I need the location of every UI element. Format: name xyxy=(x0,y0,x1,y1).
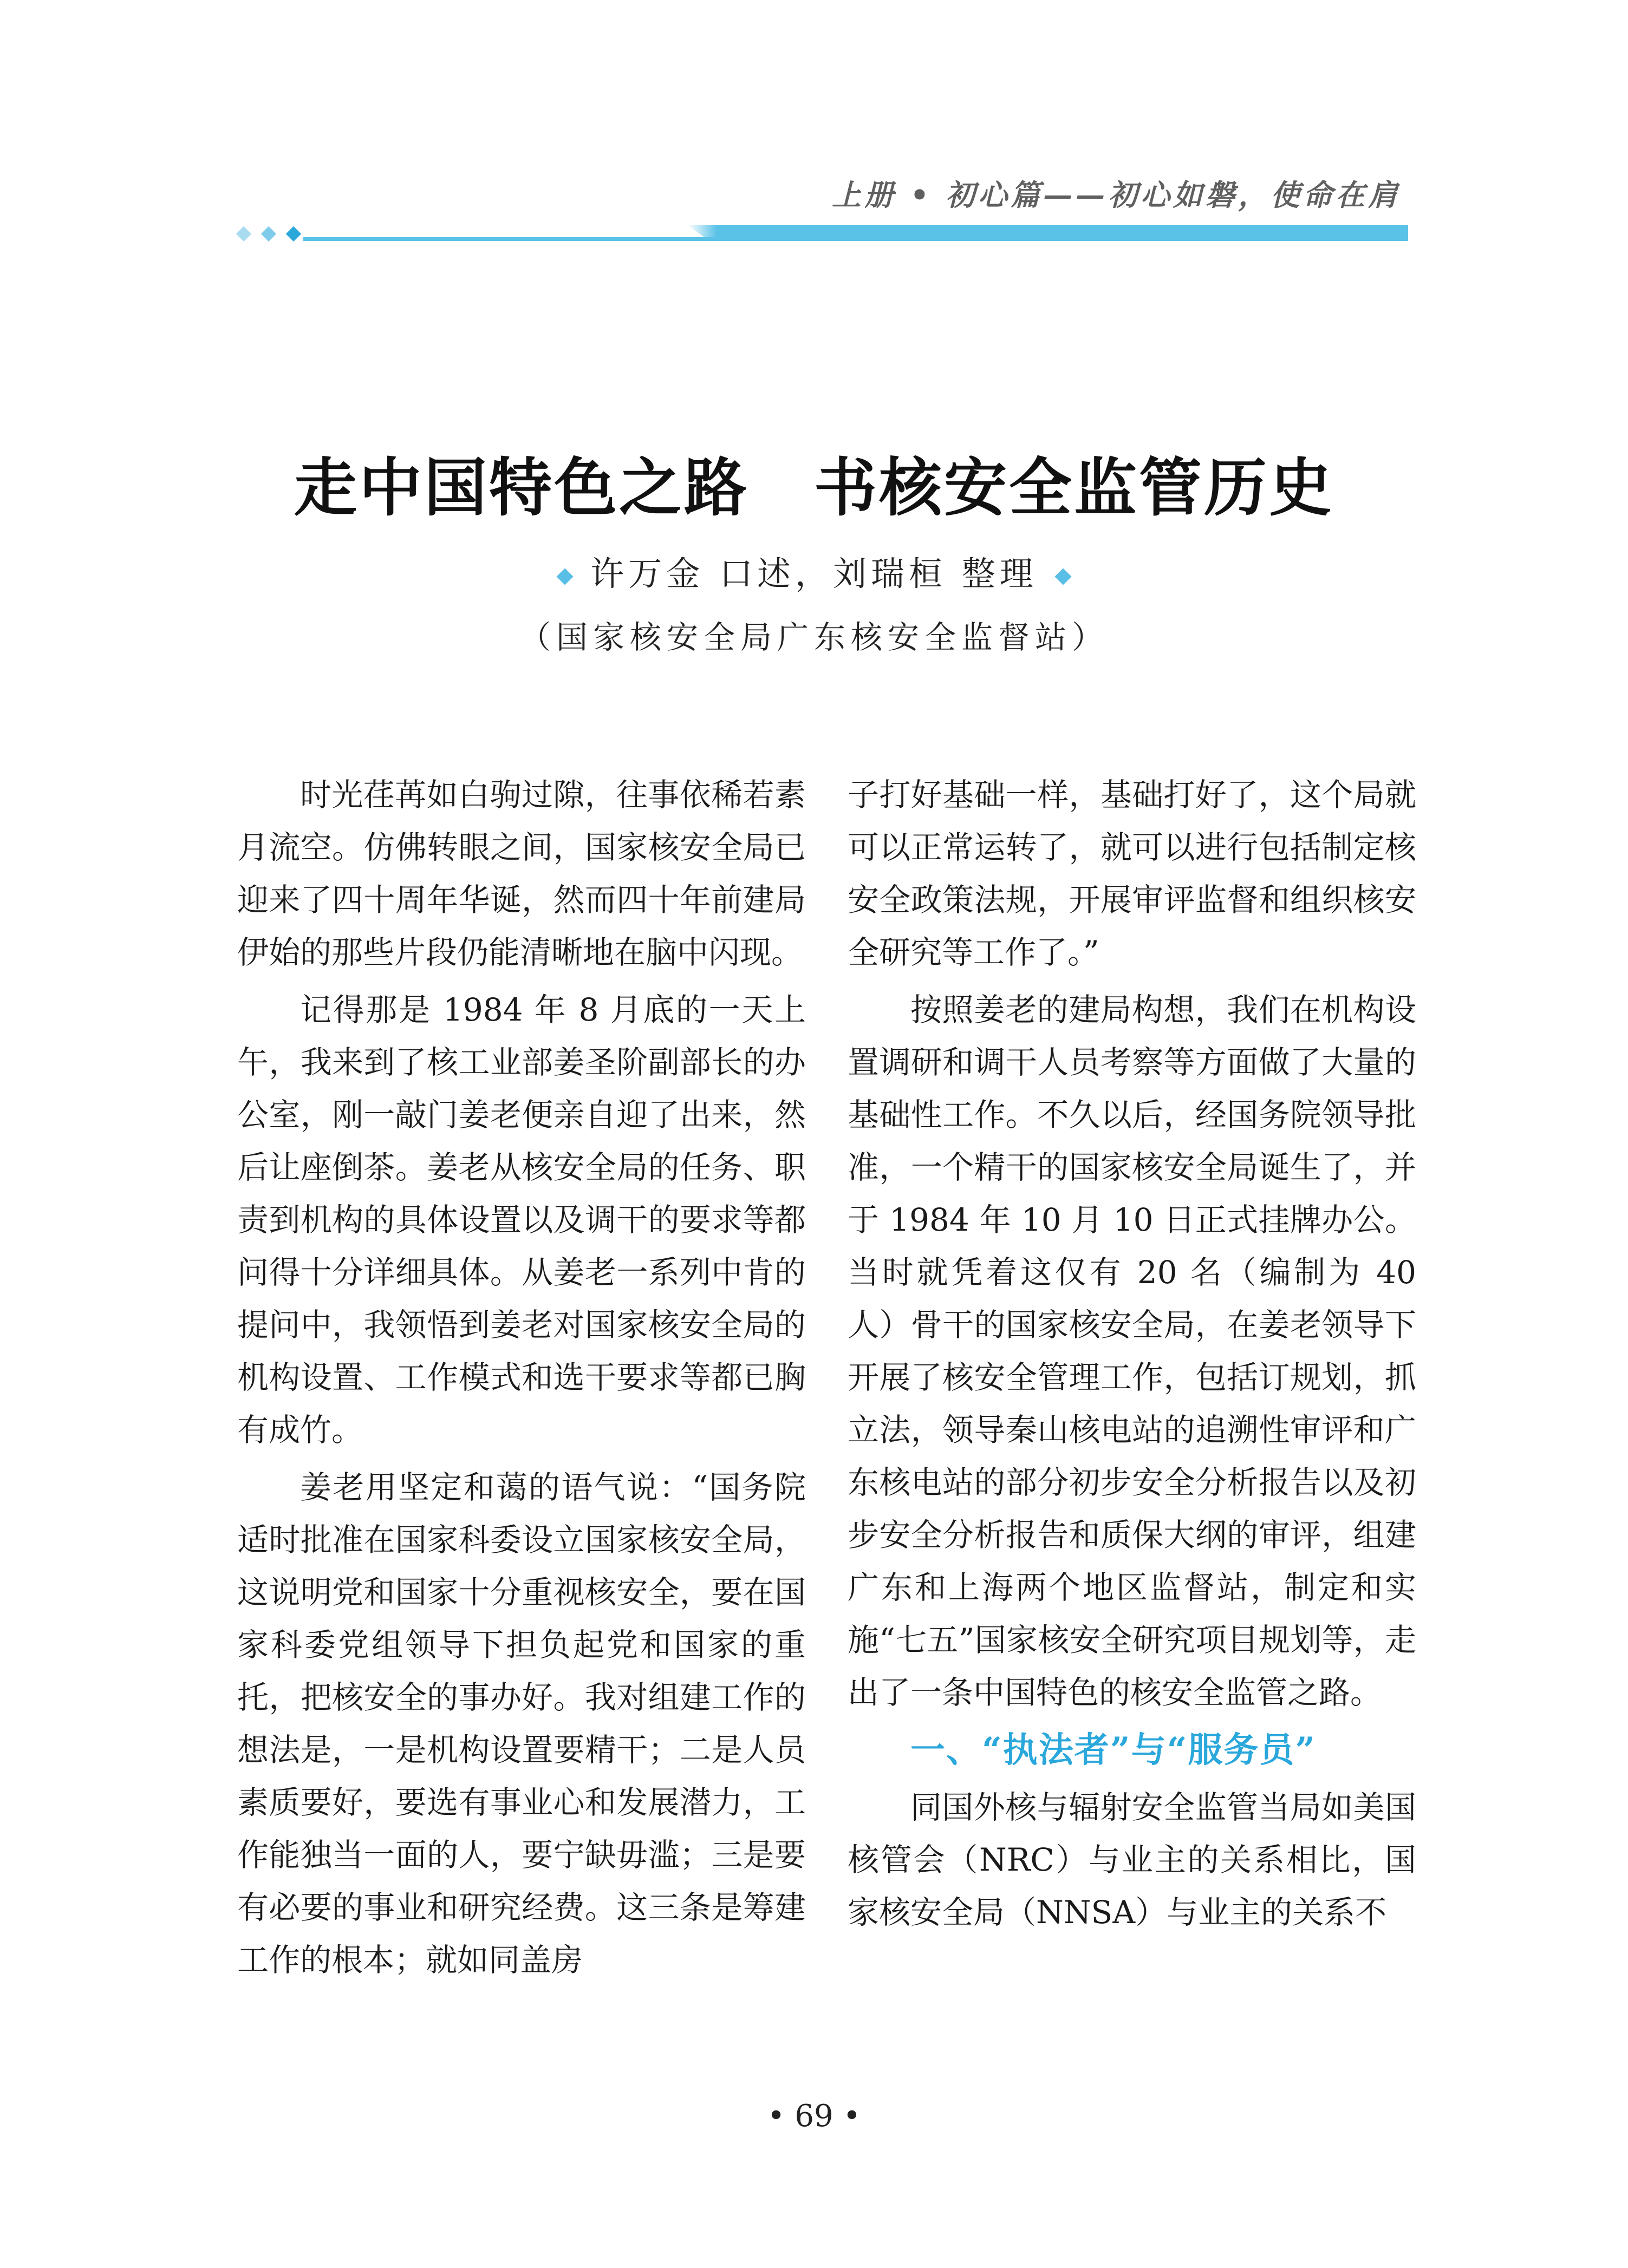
right-column xyxy=(848,769,1416,1939)
header-rule xyxy=(238,221,1408,245)
diamond-bullet-icon xyxy=(286,226,301,241)
paragraph: 同国外核与辐射安全监管当局如美国核管会（NRC）与业主的关系相比，国家核安全局（NNSA）与业主的关系不 xyxy=(848,1789,1416,1931)
diamond-bullet-icon xyxy=(236,226,251,241)
byline-text: 许万金 口述，刘瑞桓 整理 xyxy=(590,554,1038,593)
diamond-bullet-icon xyxy=(261,226,276,241)
paragraph-continuation: 子打好基础一样，基础打好了，这个局就可以正常运转了，就可以进行包括制定核安全政策法规，开展审评监督和组织核安全研究等工作了。” xyxy=(848,776,1416,971)
paragraph: 时光荏苒如白驹过隙，往事依稀若素月流空。仿佛转眼之间，国家核安全局已迎来了四十周年华诞，然而四十年前建局伊始的那些片段仍能清晰地在脑中闪现。 xyxy=(237,776,806,971)
page-number: • 69 • xyxy=(767,2099,861,2134)
diamond-bullet-icon xyxy=(1054,568,1071,585)
running-header: 上册 • 初心篇——初心如磐，使命在肩 xyxy=(831,178,1401,212)
paragraph: 姜老用坚定和蔼的语气说：“国务院适时批准在国家科委设立国家核安全局，这说明党和国家十分重视核安全，要在国家科委党组领导下担负起党和国家的重托，把核安全的事办好。我对组建工作的想法是，一是机构设置要精干；二是人员素质要好，要选有事业心和发展潜力，工作能独当一面的人，要宁缺毋滥；三是要有必要的事业和研究经费。这三条是筹建工作的根本；就如同盖房 xyxy=(237,1469,806,1978)
author-affiliation: （国家核安全局广东核安全监督站） xyxy=(519,619,1109,656)
left-column xyxy=(237,769,806,1986)
header-rule-bar xyxy=(688,225,1408,241)
diamond-bullet-icon xyxy=(557,568,574,585)
article-byline xyxy=(0,547,1628,595)
section-heading: 一、“执法者”与“服务员” xyxy=(910,1730,1317,1770)
article-title: 走中国特色之路 书核安全监管历史 xyxy=(294,450,1334,525)
paragraph: 按照姜老的建局构想，我们在机构设置调研和调干人员考察等方面做了大量的基础性工作。不久以后，经国务院领导批准，一个精干的国家核安全局诞生了，并于 1984 年 10 月 10 日正式挂牌办公。当时就凭着这仅有 20 名（编制为 40 人）骨干的国家核安全局，在姜老领导下开展了核安全管理工作，包括订规划，抓立法，领导秦山核电站的追溯性审评和广东核电站的部分初步安全分析报告以及初步安全分析报告和质保大纲的审评，组建广东和上海两个地区监督站，制定和实施“七五”国家核安全研究项目规划等，走出了一条中国特色的核安全监管之路。 xyxy=(848,991,1416,1711)
paragraph: 记得那是 1984 年 8 月底的一天上午，我来到了核工业部姜圣阶副部长的办公室，刚一敲门姜老便亲自迎了出来，然后让座倒茶。姜老从核安全局的任务、职责到机构的具体设置以及调干的要求等都问得十分详细具体。从姜老一系列中肯的提问中，我领悟到姜老对国家核安全局的机构设置、工作模式和选干要求等都已胸有成竹。 xyxy=(237,991,806,1448)
